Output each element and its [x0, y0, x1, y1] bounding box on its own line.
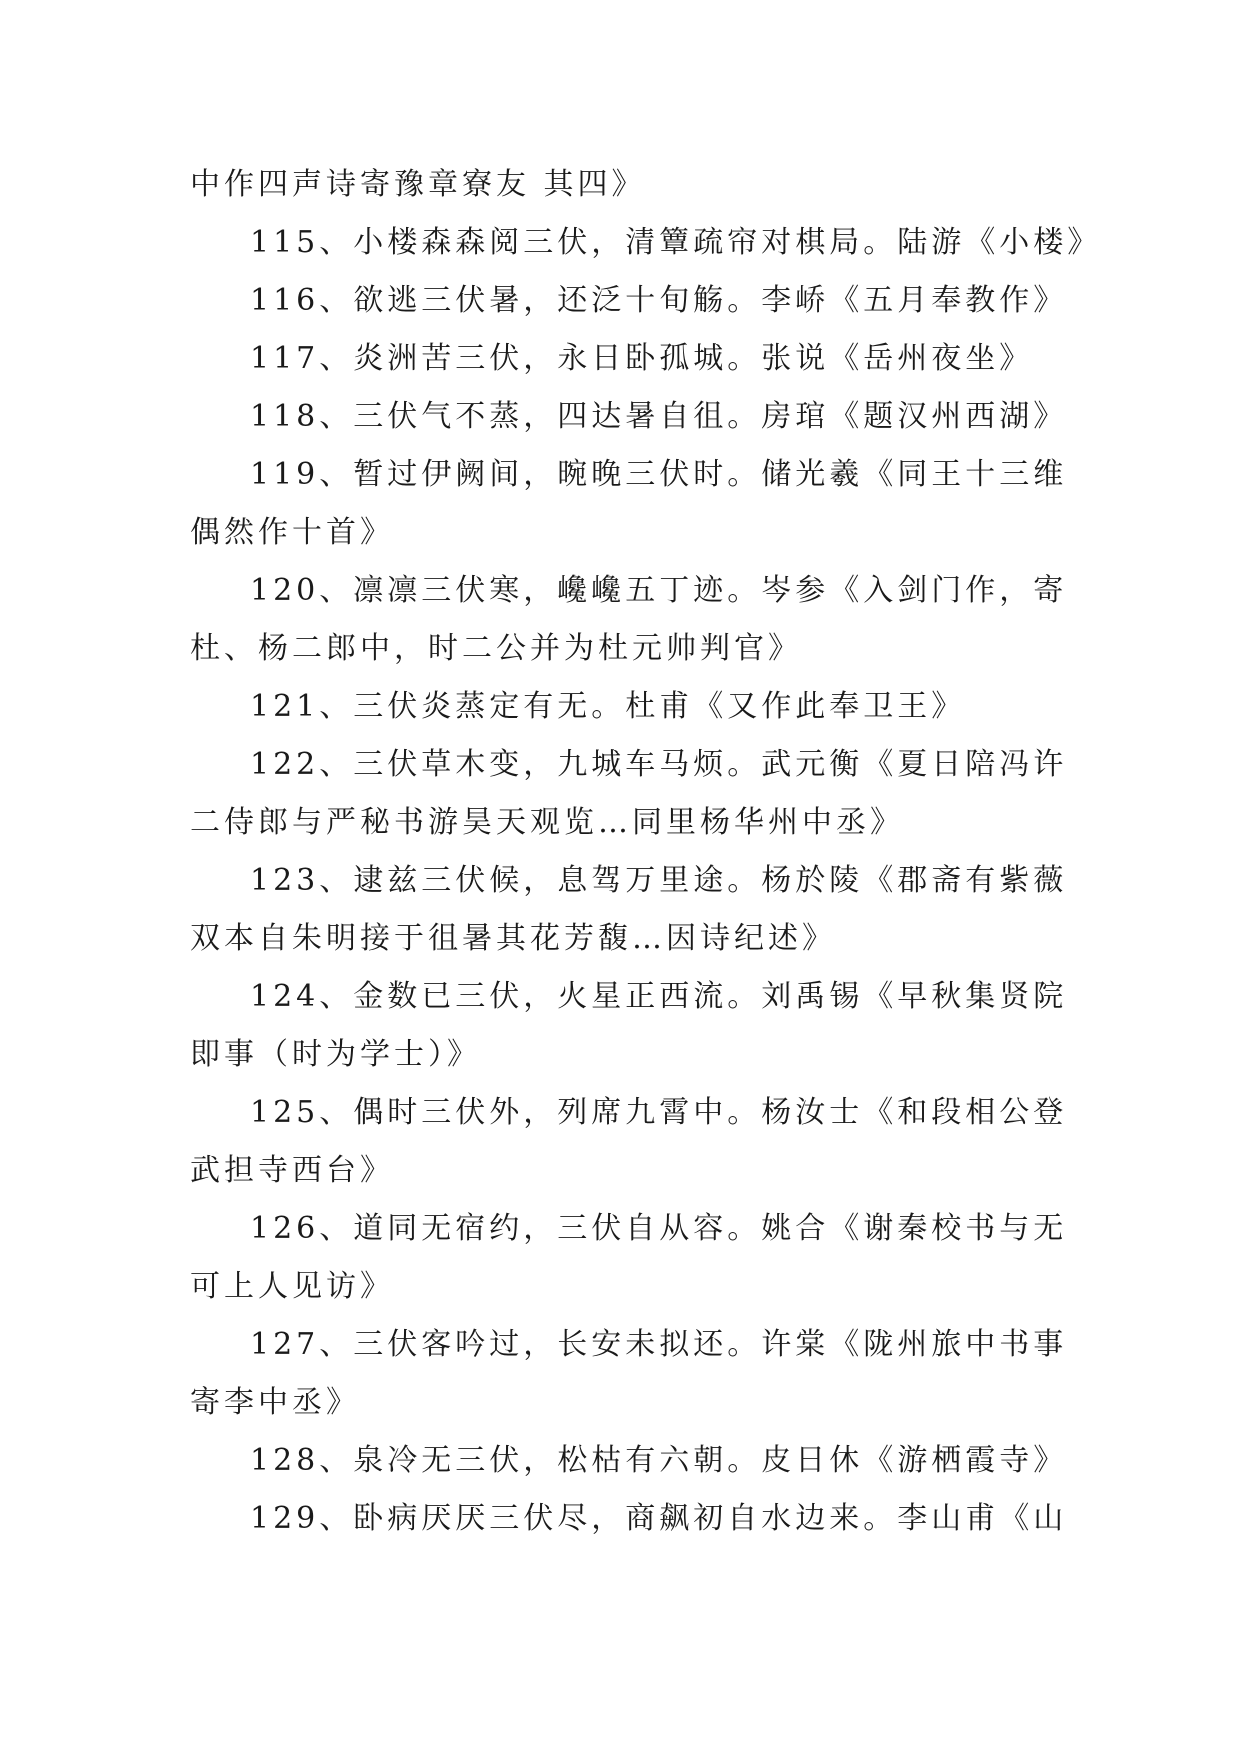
quote-entry-line: 123、逮兹三伏候，息驾万里途。杨於陵《郡斋有紫薇 — [250, 863, 1068, 898]
quote-entry-line: 125、偶时三伏外，列席九霄中。杨汝士《和段相公登 — [250, 1095, 1068, 1130]
quote-entry-line: 124、金数已三伏，火星正西流。刘禹锡《早秋集贤院 — [250, 979, 1068, 1014]
quote-entry-line: 116、欲逃三伏暑，还泛十旬觞。李峤《五月奉教作》 — [250, 283, 1068, 318]
quote-entry-line: 118、三伏气不蒸，四达暑自徂。房琯《题汉州西湖》 — [250, 399, 1068, 434]
quote-entry-line: 120、凛凛三伏寒，巉巉五丁迹。岑参《入剑门作，寄 — [250, 573, 1068, 608]
quote-entry-line: 129、卧病厌厌三伏尽，商飙初自水边来。李山甫《山 — [250, 1501, 1068, 1536]
quote-entry-line: 126、道同无宿约，三伏自从容。姚合《谢秦校书与无 — [250, 1211, 1068, 1246]
quote-entry-line: 122、三伏草木变，九城车马烦。武元衡《夏日陪冯许 — [250, 747, 1068, 782]
quote-entry-line: 127、三伏客吟过，长安未拟还。许棠《陇州旅中书事 — [250, 1327, 1068, 1362]
quote-continuation-line: 杜、杨二郎中，时二公并为杜元帅判官》 — [190, 631, 802, 666]
quote-entry-line: 117、炎洲苦三伏，永日卧孤城。张说《岳州夜坐》 — [250, 341, 1034, 376]
poem-quote-list — [190, 156, 1102, 1548]
quote-continuation-line: 偶然作十首》 — [190, 515, 394, 550]
quote-continuation-line: 可上人见访》 — [190, 1269, 394, 1304]
quote-continuation-line: 双本自朱明接于徂暑其花芳馥…因诗纪述》 — [190, 921, 836, 956]
quote-entry-line: 121、三伏炎蒸定有无。杜甫《又作此奉卫王》 — [250, 689, 966, 724]
quote-continuation-line: 二侍郎与严秘书游昊天观览…同里杨华州中丞》 — [190, 805, 904, 840]
quote-entry-line: 115、小楼森森阅三伏，清簟疏帘对棋局。陆游《小楼》 — [250, 225, 1102, 260]
quote-entry-line: 119、暂过伊阙间，晼晚三伏时。储光羲《同王十三维 — [250, 457, 1068, 492]
quote-continuation-line: 中作四声诗寄豫章寮友 其四》 — [190, 167, 646, 202]
quote-continuation-line: 寄李中丞》 — [190, 1385, 360, 1420]
quote-entry-line: 128、泉冷无三伏，松枯有六朝。皮日休《游栖霞寺》 — [250, 1443, 1068, 1478]
quote-continuation-line: 即事（时为学士）》 — [190, 1037, 481, 1072]
quote-continuation-line: 武担寺西台》 — [190, 1153, 394, 1188]
